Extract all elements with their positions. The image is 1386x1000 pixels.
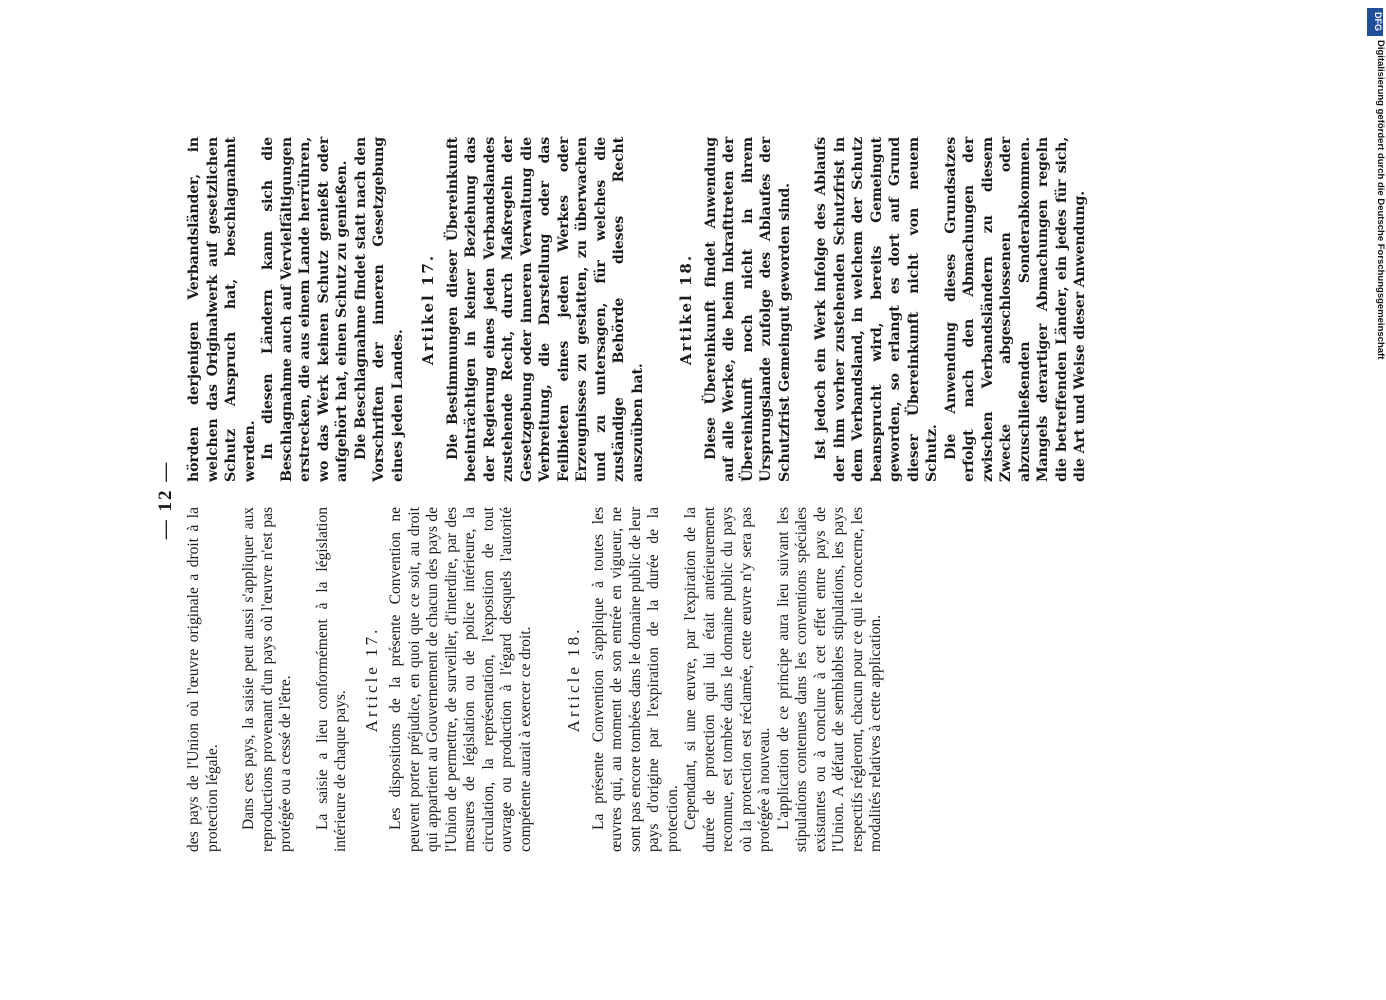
digitization-credit-text: Digitalisierung gefördert durch die Deutsche Forschungsgemeinschaft bbox=[1375, 40, 1386, 360]
french-paragraph-3: La saisie a lieu conformément à la législation intérieure de chaque pays. bbox=[313, 507, 349, 852]
german-intro-continuation: hörden derjenigen Verbandsländer, in welchen das Originalwerk auf gesetzlichen Schutz Anspruch hat, beschlagnahmt werden. bbox=[186, 137, 258, 482]
french-article-17-text: Les dispositions de la présente Convention ne peuvent porter préjudice, en quoi que ce soit, au droit qui appartient au Gouvernement de chacun des pays de l'Union de permettre, de surveiller, d'interdire, par des mesures de législation ou de police intérieure, la circulation, la représentation, l'exposition de tout ouvrage ou production à l'égard desquels l'autorité compétente aurait à exercer ce droit. bbox=[387, 507, 534, 852]
dfg-logo bbox=[1367, 8, 1383, 36]
french-article-18-paragraph-2: Cependant, si une œuvre, par l'expiration de la durée de protection qui lui était antérieurement reconnue, est tombée dans le domaine public du pays où la protection est réclamée, cette œuvre n'y sera pas protégée à nouveau. bbox=[682, 507, 773, 852]
french-article-18-heading: Article 18. bbox=[564, 626, 583, 733]
rotated-document-page bbox=[155, 120, 1255, 880]
german-article-18-paragraph-1: Diese Übereinkunft findet Anwendung auf alle Werke, die beim Inkrafttreten der Übereinkunft noch nicht in ihrem Ursprungslande zufolge des Ablaufes der Schutzfrist Gemeingut geworden sind. bbox=[702, 137, 793, 482]
german-article-17-heading: Artikel 17. bbox=[419, 253, 437, 366]
french-article-17-heading: Article 17. bbox=[361, 626, 381, 733]
german-article-18-paragraph-2: Ist jedoch ein Werk infolge des Ablaufs der ihm vorher zustehenden Schutzfrist in dem Verbandsland, in welchem der Schutz beansprucht wird, bereits Gemeingut geworden, so erlangt es dort auf Grund dieser Übereinkunft nicht von neuem Schutz. bbox=[813, 137, 940, 482]
french-column bbox=[185, 507, 886, 852]
french-article-18-paragraph-3: L'application de ce principe aura lieu suivant les stipulations contenues dans les conventions spéciales existantes ou à conclure à cet effet entre pays de l'Union. A défaut de semblables stipulations, les pays respectifs régleront, chacun pour ce qui le concerne, les modalités relatives à cette application. bbox=[774, 507, 884, 852]
french-intro-continuation: des pays de l'Union où l'œuvre originale a droit à la protection légale. bbox=[185, 507, 221, 852]
french-article-18-paragraph-1: La présente Convention s'applique à toutes les œuvres qui, au moment de son entrée en vigueur, ne sont pas encore tombées dans le domaine public de leur pays d'origine par l'expiration de la durée de la protection. bbox=[589, 507, 681, 852]
dfg-logo-text: DFG bbox=[1373, 12, 1383, 31]
german-article-18-paragraph-3: Die Anwendung dieses Grundsatzes erfolgt nach den Abmachungen der zwischen Verbandsländern zu diesem Zwecke abgeschlossenen oder abzuschließenden Sonderabkommen. Mangels derartiger Abmachungen regeln die betreffenden Länder, ein jedes für sich, die Art und Weise dieser Anwendung. bbox=[942, 137, 1088, 482]
german-article-18-heading: Artikel 18. bbox=[677, 253, 695, 366]
french-paragraph-2: Dans ces pays, la saisie peut aussi s'appliquer aux reproductions provenant d'un pays où l'œuvre n'est pas protégée ou a cessé de l'être. bbox=[240, 507, 294, 852]
digitization-credit bbox=[1372, 40, 1386, 392]
page-number: — 12 — bbox=[155, 460, 176, 540]
german-article-17-text: Die Bestimmungen dieser Übereinkunft beeinträchtigen in keiner Beziehung das der Regierung eines jeden Verbandslandes zustehende Recht, durch Maßregeln der Gesetzgebung oder inneren Verwaltung die Verbreitung, die Darstellung oder das Feilbieten eines jeden Werkes oder Erzeugnisses zu gestatten, zu überwachen und zu untersagen, für welches die zuständige Behörde dieses Recht auszuüben hat. bbox=[444, 137, 646, 482]
german-paragraph-3: Die Beschlagnahme findet statt nach den Vorschriften der inneren Gesetzgebung eines jeden Landes. bbox=[352, 137, 406, 482]
german-paragraph-2: In diesen Ländern kann sich die Beschlagnahme auch auf Vervielfältigungen erstrecken, die aus einem Lande herrühren, wo das Werk keinen Schutz genießt oder aufgehört hat, einen Schutz zu genießen. bbox=[260, 137, 350, 482]
german-column bbox=[185, 137, 1090, 482]
